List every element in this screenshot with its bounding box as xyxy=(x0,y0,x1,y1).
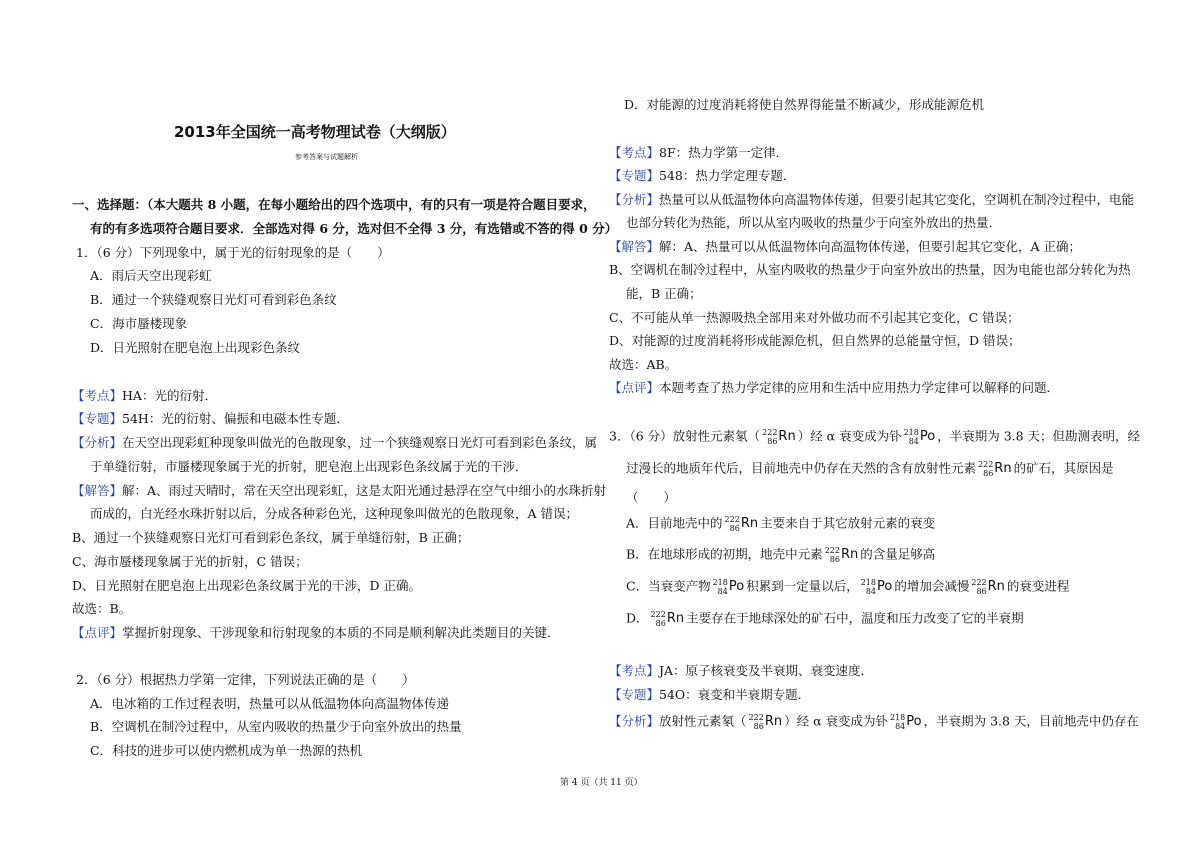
q3-stem-part: ）经 α 衰变成为钋 xyxy=(797,428,902,444)
jieda-text: 解：A、雨过天晴时，常在天空出现彩虹，这是太阳光通过悬浮在空气中细小的水珠折射 xyxy=(122,483,607,498)
zhuanti-label: 【专题】 xyxy=(609,687,660,702)
q2-fenxi xyxy=(609,192,1134,208)
q3-option-a xyxy=(626,515,935,533)
element-symbol: Rn xyxy=(666,611,685,626)
radon-isotope xyxy=(978,460,1012,478)
q1-jieda-line3: B、通过一个狭缝观察日光灯可看到彩色条纹，属于单缝衍射，B 正确； xyxy=(72,530,470,545)
q3-option-b xyxy=(626,546,935,564)
fenxi-label: 【分析】 xyxy=(609,192,660,207)
jieda-text: 解：A、热量可以从低温物体向高温物体传递，但要引起其它变化，A 正确； xyxy=(659,239,1082,254)
q3-fenxi xyxy=(609,713,1139,731)
section-heading-line2: 有的有多选项符合题目要求．全部选对得 6 分，选对但不全得 3 分，有选错或不答的得 0 分） xyxy=(90,221,618,236)
q3-stem xyxy=(609,428,1140,446)
option-text: B．在地球形成的初期，地壳中元素 xyxy=(626,546,823,562)
section-heading-line1: 一、选择题：（本大题共 8 小题，在每小题给出的四个选项中，有的只有一项是符合题目要求， xyxy=(72,197,596,212)
q1-zhuanti xyxy=(72,411,349,427)
fenxi-text: ，半衰期为 3.8 天，目前地壳中仍存在 xyxy=(923,713,1139,729)
radon-isotope xyxy=(825,546,859,564)
q1-answer: 故选：B。 xyxy=(72,601,132,616)
q1-fenxi-line2: 于单缝衍射，市蜃楼现象属于光的折射，肥皂泡上出现彩色条纹属于光的干涉． xyxy=(90,459,528,474)
q1-stem: 1．（6 分）下列现象中，属于光的衍射现象的是（ ） xyxy=(76,245,390,260)
polonium-isotope xyxy=(890,713,922,731)
element-symbol: Rn xyxy=(994,461,1012,476)
q1-option-b: B．通过一个狭缝观察日光灯可看到彩色条纹 xyxy=(90,292,337,307)
q3-zhuanti xyxy=(609,687,810,703)
q1-kaodian xyxy=(72,388,217,404)
q2-jieda-line5: D、对能源的过度消耗将形成能源危机，但自然界的总能量守恒，D 错误； xyxy=(609,333,1021,348)
page-title: 2013年全国统一高考物理试卷（大纲版） xyxy=(174,123,456,141)
kaodian-text: 8F：热力学第一定律． xyxy=(659,145,789,160)
q2-stem: 2．（6 分）根据热力学第一定律，下列说法正确的是（ ） xyxy=(76,672,415,687)
element-symbol: Po xyxy=(877,579,893,594)
polonium-isotope xyxy=(861,578,893,596)
dianping-label: 【点评】 xyxy=(72,625,123,640)
q1-jieda-line4: C、海市蜃楼现象属于光的折射，C 错误； xyxy=(72,554,308,569)
option-text: 主要存在于地球深处的矿石中，温度和压力改变了它的半衰期 xyxy=(686,610,1024,626)
element-symbol: Po xyxy=(906,714,922,729)
atomic-number: 86 xyxy=(767,437,778,446)
atomic-number: 84 xyxy=(908,437,919,446)
atomic-number: 86 xyxy=(753,722,764,731)
atomic-number: 84 xyxy=(865,587,876,596)
q3-kaodian xyxy=(609,663,873,679)
radon-isotope xyxy=(651,610,685,628)
q2-option-b: B．空调机在制冷过程中，从室内吸收的热量少于向室外放出的热量 xyxy=(90,719,462,734)
q2-option-c: C．科技的进步可以使内燃机成为单一热源的热机 xyxy=(90,743,363,758)
mass-number: 218 xyxy=(889,713,906,722)
kaodian-label: 【考点】 xyxy=(609,663,660,678)
kaodian-text: HA：光的衍射． xyxy=(122,388,217,403)
atomic-number: 86 xyxy=(976,587,987,596)
fenxi-text: 热量可以从低温物体向高温物体传递，但要引起其它变化，空调机在制冷过程中，电能 xyxy=(659,192,1135,207)
radon-isotope xyxy=(725,515,759,533)
element-symbol: Rn xyxy=(740,516,759,531)
jieda-label: 【解答】 xyxy=(72,483,123,498)
mass-number: 222 xyxy=(748,713,764,722)
q3-option-d xyxy=(626,610,1024,628)
q1-option-a: A．雨后天空出现彩虹 xyxy=(90,268,212,283)
kaodian-label: 【考点】 xyxy=(72,388,123,403)
mass-number: 222 xyxy=(724,515,740,524)
fenxi-label: 【分析】 xyxy=(609,713,660,729)
fenxi-text: ）经 α 衰变成为钋 xyxy=(784,713,888,729)
mass-number: 222 xyxy=(762,428,778,437)
mass-number: 222 xyxy=(650,610,666,619)
q3-stem-part: 的矿石，其原因是 xyxy=(1013,460,1114,476)
element-symbol: Po xyxy=(728,579,745,594)
atomic-number: 86 xyxy=(655,619,666,628)
mass-number: 218 xyxy=(712,578,728,587)
option-text: D． xyxy=(626,610,649,626)
q1-jieda xyxy=(72,483,606,499)
q2-jieda-line2: B、空调机在制冷过程中，从室内吸收的热量少于向室外放出的热量，因为电能也部分转化为热 xyxy=(609,262,1131,277)
mass-number: 218 xyxy=(903,428,919,437)
q3-stem-part: 过漫长的地质年代后，目前地壳中仍存在天然的含有放射性元素 xyxy=(626,460,977,476)
q1-jieda-line5: D、日光照射在肥皂泡上出现彩色条纹属于光的干涉，D 正确。 xyxy=(72,578,422,593)
dianping-text: 掌握折射现象、干涉现象和衍射现象的本质的不同是顺利解决此类题目的关键． xyxy=(122,625,560,640)
kaodian-label: 【考点】 xyxy=(609,145,660,160)
zhuanti-text: 548：热力学定理专题． xyxy=(659,168,796,183)
q2-kaodian xyxy=(609,145,788,161)
mass-number: 218 xyxy=(860,578,876,587)
dianping-text: 本题考查了热力学定律的应用和生活中应用热力学定律可以解释的问题． xyxy=(659,380,1060,395)
q3-stem-part: 3．（6 分）放射性元素氡（ xyxy=(609,428,761,444)
radon-isotope xyxy=(762,428,796,446)
q2-fenxi-line2: 也部分转化为热能，所以从室内吸收的热量少于向室外放出的热量． xyxy=(626,215,1002,230)
q2-option-d: D．对能源的过度消耗将使自然界得能量不断减少，形成能源危机 xyxy=(624,97,985,112)
q1-fenxi xyxy=(72,435,597,451)
jieda-label: 【解答】 xyxy=(609,239,660,254)
element-symbol: Rn xyxy=(778,429,796,444)
zhuanti-text: 54O：衰变和半衰期专题． xyxy=(659,687,811,702)
q2-zhuanti xyxy=(609,168,795,184)
kaodian-text: JA：原子核衰变及半衰期、衰变速度． xyxy=(659,663,874,678)
fenxi-text: 放射性元素氡（ xyxy=(659,713,747,729)
option-text: 的衰变进程 xyxy=(1006,578,1070,594)
q3-stem-line2 xyxy=(626,460,1114,478)
atomic-number: 86 xyxy=(983,469,994,478)
q1-option-c: C．海市蜃楼现象 xyxy=(90,316,188,331)
atomic-number: 84 xyxy=(895,722,906,731)
atomic-number: 86 xyxy=(729,524,740,533)
q2-dianping xyxy=(609,380,1059,396)
radon-isotope xyxy=(749,713,783,731)
page-footer: 第 4 页（共 11 页） xyxy=(560,778,643,788)
element-symbol: Rn xyxy=(840,547,859,562)
q2-jieda xyxy=(609,239,1081,255)
q2-option-a: A．电冰箱的工作过程表明，热量可以从低温物体向高温物体传递 xyxy=(90,696,450,711)
fenxi-label: 【分析】 xyxy=(72,435,123,450)
zhuanti-label: 【专题】 xyxy=(609,168,660,183)
q1-jieda-line2: 而成的，白光经水珠折射以后，分成各种彩色光，这种现象叫做光的色散现象，A 错误； xyxy=(90,506,579,521)
atomic-number: 86 xyxy=(829,555,840,564)
q1-dianping xyxy=(72,625,560,641)
element-symbol: Po xyxy=(919,429,936,444)
q2-jieda-line3: 能，B 正确； xyxy=(626,286,702,301)
q3-stem-line3: （ ） xyxy=(626,490,677,505)
element-symbol: Rn xyxy=(987,579,1005,594)
q2-jieda-line4: C、不可能从单一热源吸热全部用来对外做功而不引起其它变化，C 错误； xyxy=(609,310,1020,325)
radon-isotope xyxy=(971,578,1005,596)
mass-number: 222 xyxy=(824,546,840,555)
element-symbol: Rn xyxy=(764,714,783,729)
fenxi-text: 在天空出现彩虹种现象叫做光的色散现象，过一个狭缝观察日光灯可看到彩色条纹，属 xyxy=(122,435,598,450)
q2-answer: 故选：AB。 xyxy=(609,357,678,372)
dianping-label: 【点评】 xyxy=(609,380,660,395)
option-text: 主要来自于其它放射元素的衰变 xyxy=(760,515,936,531)
page-subtitle: 参考答案与试题解析 xyxy=(295,153,358,161)
polonium-isotope xyxy=(904,428,936,446)
option-text: A．目前地壳中的 xyxy=(626,515,723,531)
polonium-isotope xyxy=(713,578,745,596)
zhuanti-label: 【专题】 xyxy=(72,411,123,426)
atomic-number: 84 xyxy=(717,587,728,596)
option-text: 积累到一定量以后， xyxy=(746,578,859,594)
mass-number: 222 xyxy=(978,460,994,469)
q3-option-c xyxy=(626,578,1069,596)
option-text: C．当衰变产物 xyxy=(626,578,711,594)
q1-option-d: D．日光照射在肥皂泡上出现彩色条纹 xyxy=(90,340,301,355)
option-text: 的含量足够高 xyxy=(860,546,936,562)
zhuanti-text: 54H：光的衍射、偏振和电磁本性专题． xyxy=(122,411,349,426)
mass-number: 222 xyxy=(971,578,987,587)
q3-stem-part: ，半衰期为 3.8 天；但勘测表明，经 xyxy=(937,428,1141,444)
option-text: 的增加会减慢 xyxy=(894,578,970,594)
